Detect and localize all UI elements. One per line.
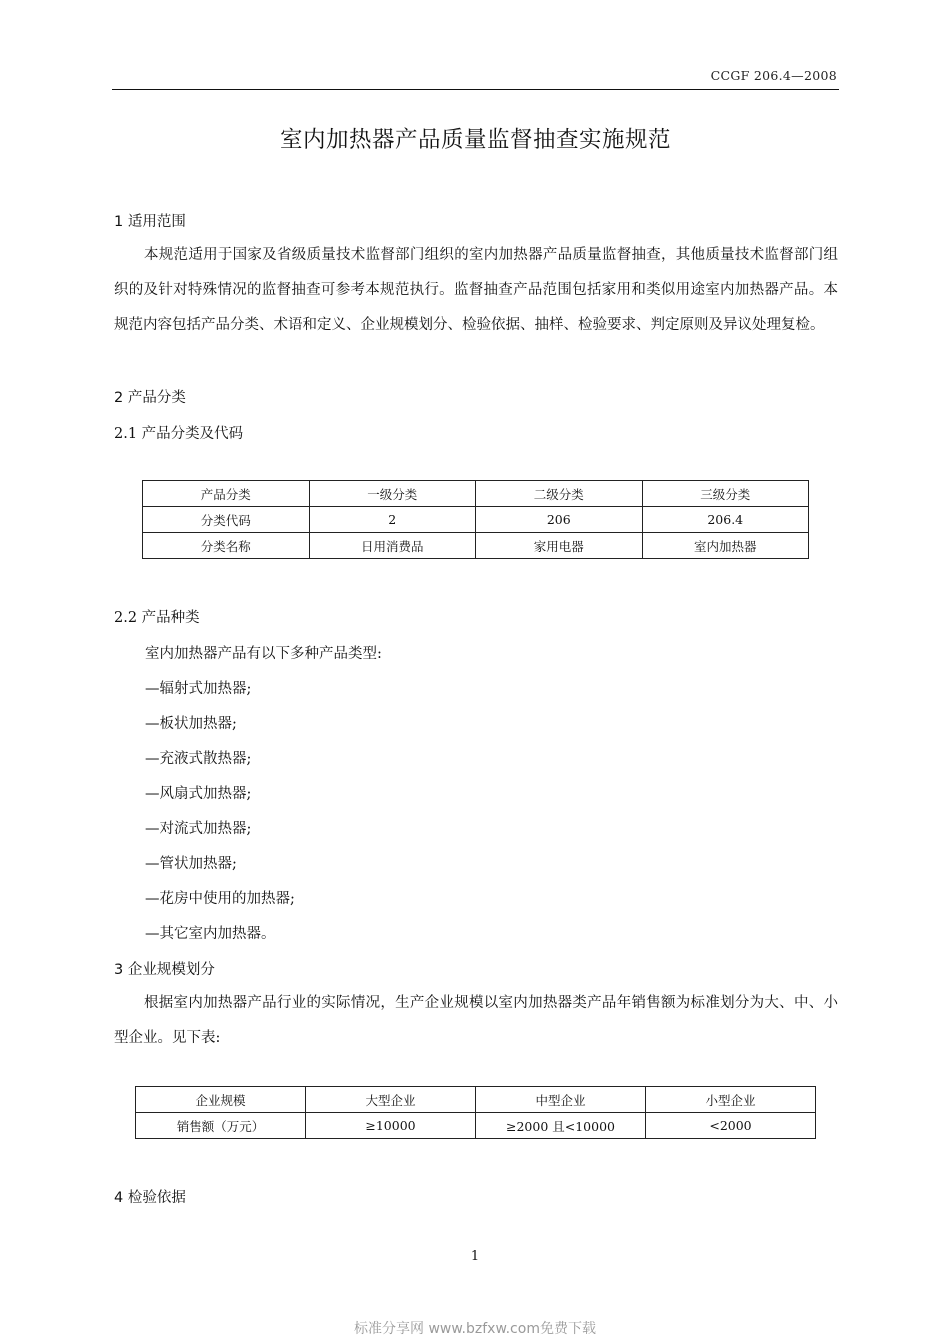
table-cell: ≥2000 且<10000 — [476, 1113, 646, 1139]
list-item: —充液式散热器; — [145, 751, 252, 767]
product-classification-table — [142, 480, 809, 559]
page-number: 1 — [470, 1249, 480, 1264]
table-row — [136, 1087, 816, 1113]
table-cell: 企业规模 — [136, 1087, 306, 1113]
section-1-paragraph: 本规范适用于国家及省级质量技术监督部门组织的室内加热器产品质量监督抽查，其他质量技术监督部门组织的及针对特殊情况的监督抽查可参考本规范执行。监督抽查产品范围包括家用和类似用途室内加热器产品。本规范内容包括产品分类、术语和定义、企业规模划分、检验依据、抽样、检验要求、判定原则及异议处理复检。 — [114, 247, 838, 333]
enterprise-scale-table — [135, 1086, 816, 1139]
section-2-1-heading: 2.1 产品分类及代码 — [114, 426, 244, 442]
table-cell: 2 — [309, 507, 476, 533]
table-cell: 一级分类 — [309, 481, 476, 507]
table-cell: 产品分类 — [143, 481, 310, 507]
list-item: —辐射式加热器; — [145, 681, 252, 697]
table-cell: 分类名称 — [143, 533, 310, 559]
section-4-heading: 4 检验依据 — [114, 1190, 186, 1206]
document-title: 室内加热器产品质量监督抽查实施规范 — [279, 127, 671, 153]
table-cell: 三级分类 — [642, 481, 809, 507]
table-cell: 销售额（万元） — [136, 1113, 306, 1139]
list-item: —花房中使用的加热器; — [145, 891, 295, 907]
table-cell: ≥10000 — [306, 1113, 476, 1139]
watermark: 标准分享网 www.bzfxw.com免费下载 — [354, 1321, 596, 1337]
section-3-heading: 3 企业规模划分 — [114, 962, 215, 978]
section-1-heading: 1 适用范围 — [114, 214, 186, 230]
table-cell: 中型企业 — [476, 1087, 646, 1113]
table-row — [143, 507, 809, 533]
table-cell: 大型企业 — [306, 1087, 476, 1113]
table-cell: 室内加热器 — [642, 533, 809, 559]
table-cell: 日用消费品 — [309, 533, 476, 559]
header-rule — [112, 89, 839, 90]
table-cell: <2000 — [646, 1113, 816, 1139]
list-item: —对流式加热器; — [145, 821, 252, 837]
list-item: —其它室内加热器。 — [145, 926, 276, 942]
table-cell: 二级分类 — [476, 481, 643, 507]
table-cell: 小型企业 — [646, 1087, 816, 1113]
table-row — [136, 1113, 816, 1139]
list-item: —风扇式加热器; — [145, 786, 252, 802]
table-cell: 206.4 — [642, 507, 809, 533]
table-row — [143, 481, 809, 507]
product-types-intro: 室内加热器产品有以下多种产品类型: — [145, 646, 382, 662]
list-item: —板状加热器; — [145, 716, 237, 732]
table-cell: 分类代码 — [143, 507, 310, 533]
table-cell: 家用电器 — [476, 533, 643, 559]
table-cell: 206 — [476, 507, 643, 533]
section-3-paragraph: 根据室内加热器产品行业的实际情况，生产企业规模以室内加热器类产品年销售额为标准划分为大、中、小型企业。见下表: — [114, 995, 838, 1046]
table-row — [143, 533, 809, 559]
section-2-heading: 2 产品分类 — [114, 390, 186, 406]
section-2-2-heading: 2.2 产品种类 — [114, 610, 200, 626]
list-item: —管状加热器; — [145, 856, 237, 872]
document-code: CCGF 206.4—2008 — [710, 68, 837, 83]
